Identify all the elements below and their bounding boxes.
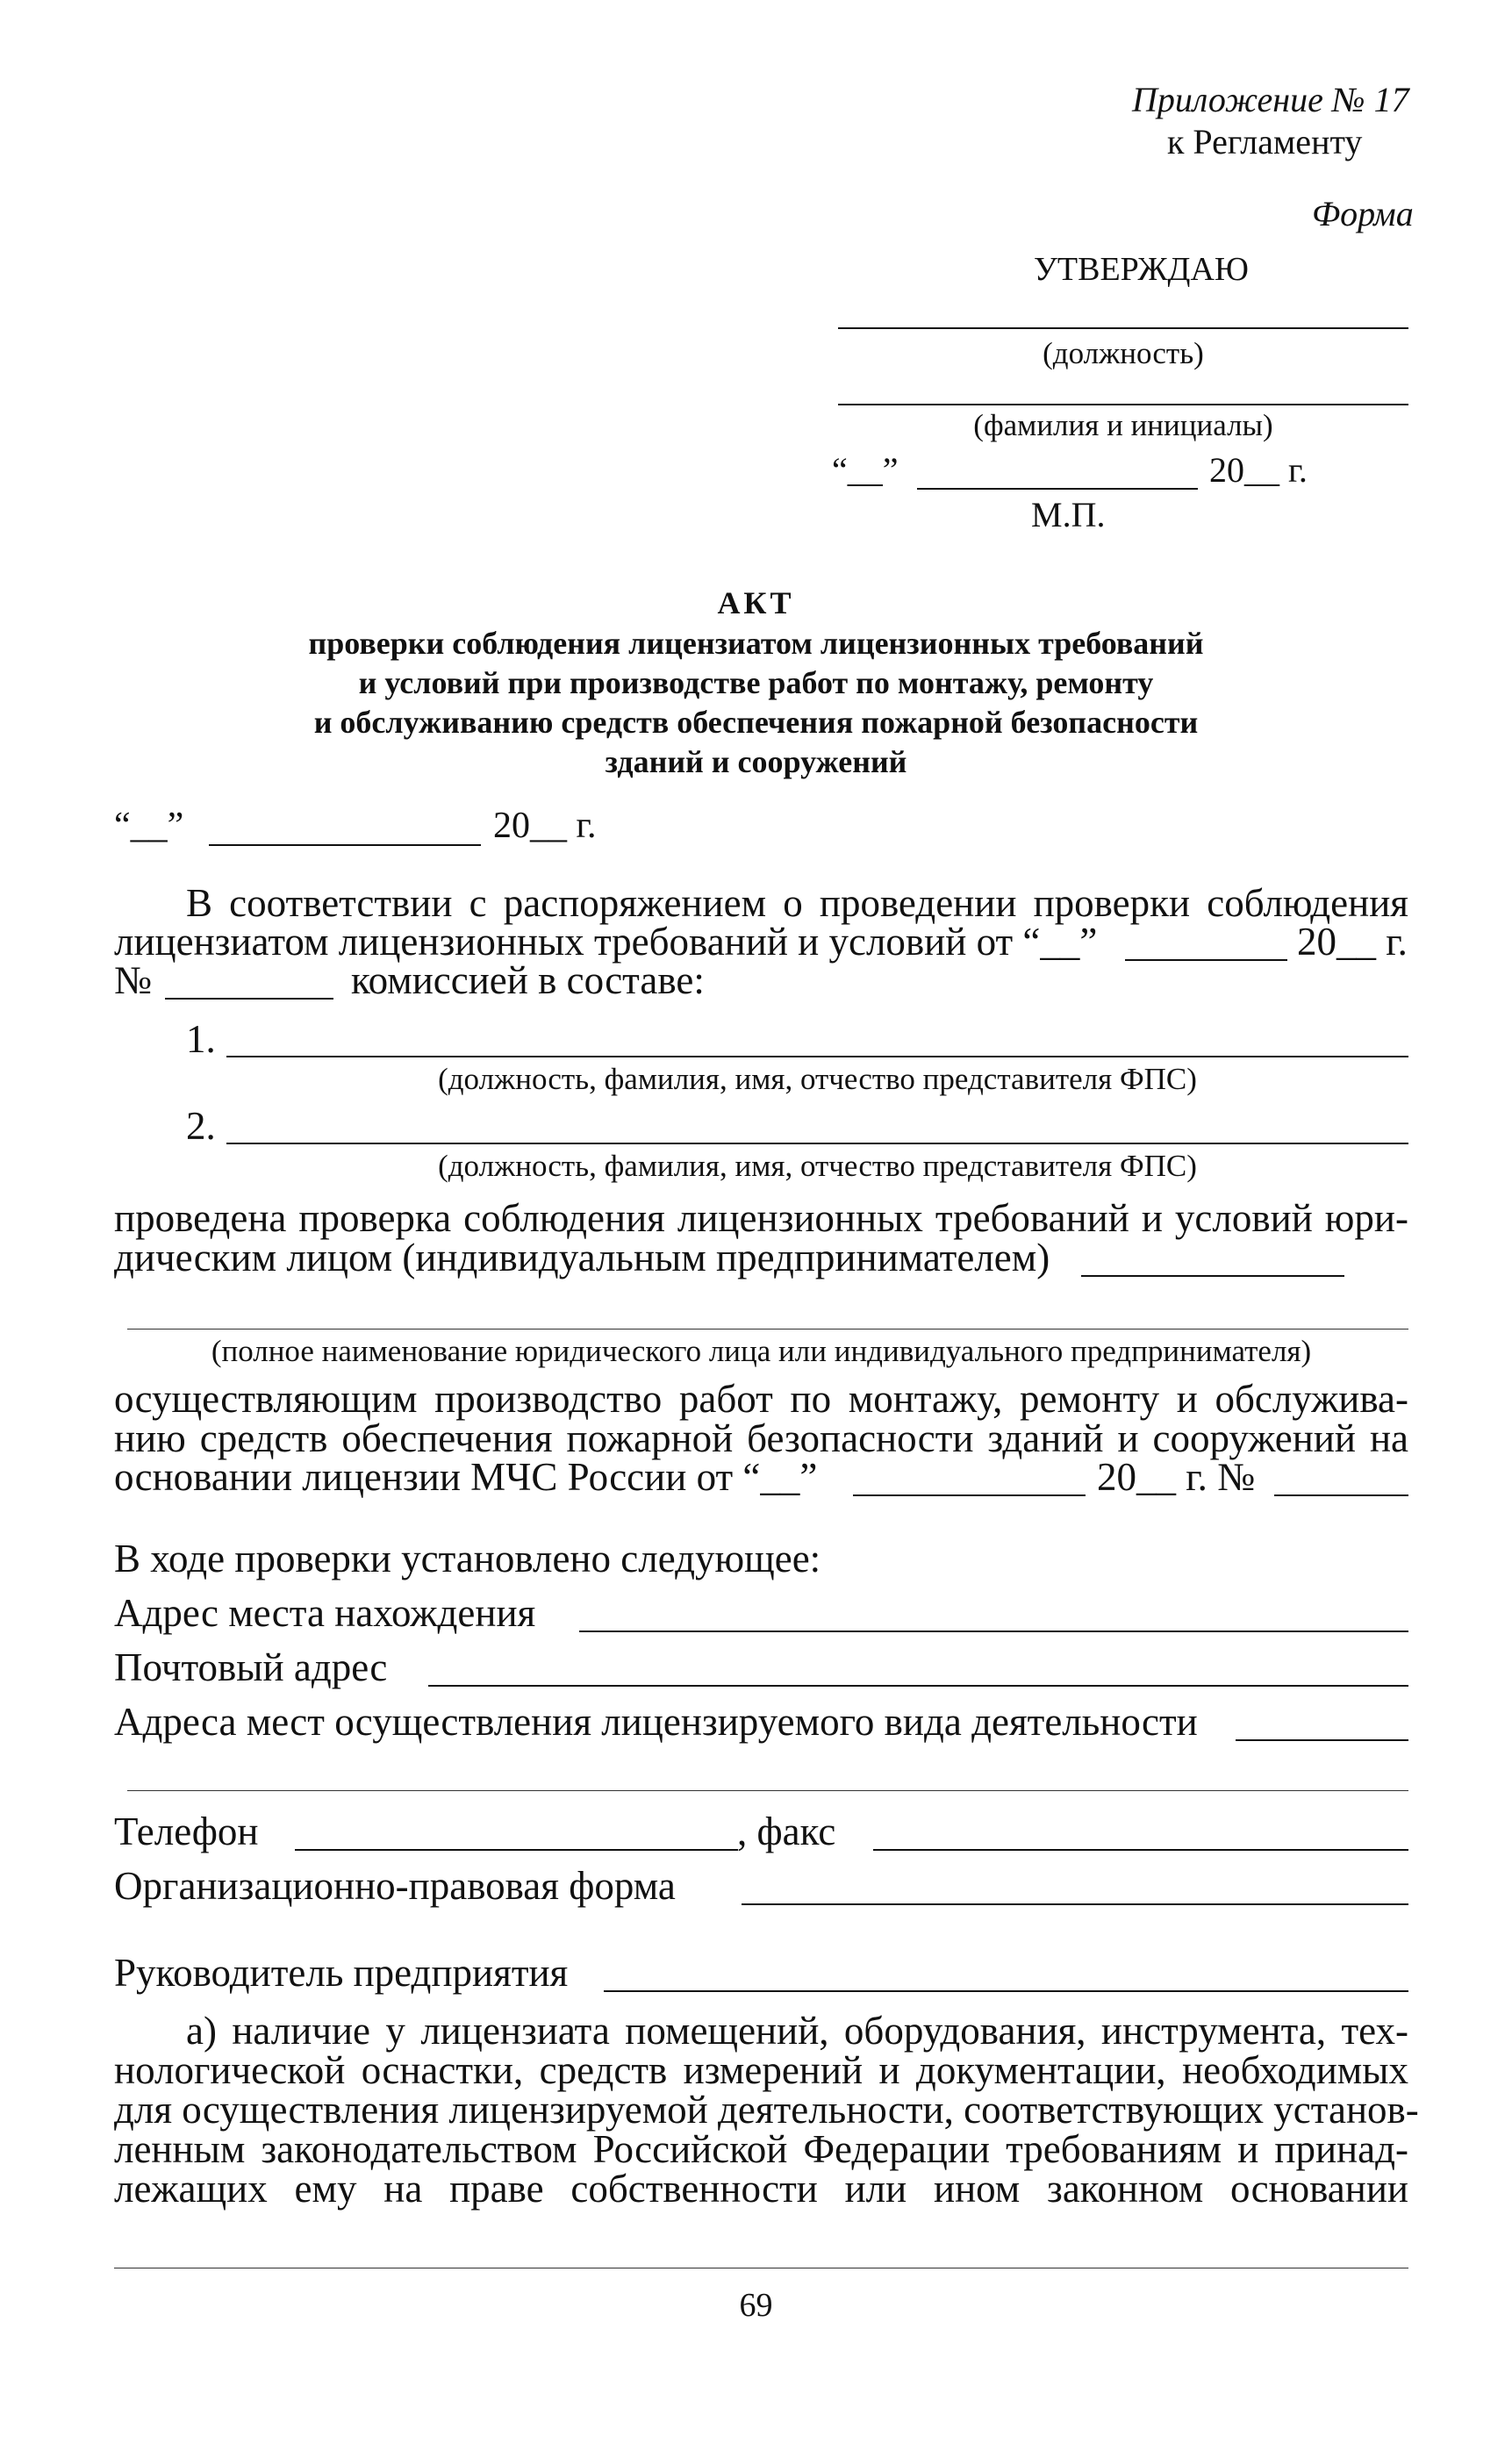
phone-label: Телефон: [114, 1810, 259, 1853]
entity-full-name-line: [127, 1329, 1408, 1330]
approver-position-caption: (должность): [1043, 336, 1204, 370]
act-date-month-line: [209, 844, 481, 846]
form-label: Форма: [1312, 194, 1414, 233]
act-subtitle-line: проверки соблюдения лицензиатом лицензионных требований: [308, 626, 1204, 661]
commission-member-line: [226, 1056, 1408, 1057]
commission-intro: комиссией в составе:: [351, 958, 705, 1002]
address-label: Адрес места нахождения: [114, 1591, 536, 1635]
act-date-year: 20__ г.: [493, 806, 597, 846]
item-a-line: для осуществления лицензируемой деятельности, соответствующих установ-: [114, 2088, 1419, 2132]
commission-member-caption: (должность, фамилия, имя, отчество представителя ФПС): [438, 1062, 1197, 1096]
page-number: 69: [739, 2287, 773, 2324]
license-date-year-number: 20__ г. №: [1097, 1455, 1256, 1499]
commission-member-line: [226, 1143, 1408, 1144]
act-subtitle-line: и условий при производстве работ по монтажу, ремонту: [358, 665, 1154, 700]
findings-heading: В ходе проверки установлено следующее:: [114, 1537, 821, 1580]
inspection-line-4: нию средств обеспечения пожарной безопасности зданий и сооружений на: [114, 1416, 1408, 1460]
item-a-line: нологической оснастки, средств измерений и документации, необходимых: [114, 2048, 1408, 2092]
appendix-label: Приложение № 17: [1132, 80, 1409, 119]
seal-label: М.П.: [1031, 495, 1106, 534]
intro-line-2: лицензиатом лицензионных требований и условий от “__”: [114, 920, 1098, 964]
activity-places-label: Адреса мест осуществления лицензируемого вида деятельности: [114, 1700, 1198, 1744]
entity-name-caption: (полное наименование юридического лица или индивидуального предпринимателя): [211, 1334, 1312, 1368]
fax-label: , факс: [737, 1810, 836, 1853]
phone-line: [295, 1849, 738, 1851]
director-label: Руководитель предприятия: [114, 1951, 569, 1995]
approve-title: УТВЕРЖДАЮ: [1034, 251, 1249, 288]
approver-name-caption: (фамилия и инициалы): [973, 408, 1273, 442]
director-line: [604, 1990, 1408, 1992]
item-a-line: а) наличие у лицензиата помещений, оборудования, инструмента, тех-: [186, 2009, 1408, 2053]
legal-form-line: [742, 1903, 1408, 1905]
inspection-line-3: осуществляющим производство работ по монтажу, ремонту и обслужива-: [114, 1377, 1408, 1421]
regulation-reference: к Регламенту: [1167, 122, 1363, 161]
intro-line-1: В соответствии с распоряжением о проведении проверки соблюдения: [186, 881, 1408, 925]
approve-date-month-line: [917, 488, 1198, 490]
address-line: [579, 1631, 1408, 1632]
entity-name-line: [1081, 1275, 1344, 1277]
approve-date-year: 20__ г.: [1209, 450, 1308, 490]
inspection-line-1: проведена проверка соблюдения лицензионных требований и условий юри-: [114, 1196, 1408, 1240]
postal-address-line: [428, 1685, 1408, 1687]
commission-member-number: 1.: [186, 1017, 216, 1061]
order-date-month-line: [1125, 959, 1287, 961]
act-subtitle-line: зданий и сооружений: [605, 744, 907, 779]
item-a-line: лежащих ему на праве собственности или ином законном основании: [114, 2167, 1408, 2211]
license-date-month-line: [853, 1494, 1086, 1496]
act-title: АКТ: [717, 585, 795, 620]
postal-address-label: Почтовый адрес: [114, 1645, 388, 1689]
item-a-line: ленным законодательством Российской Федерации требованиям и принад-: [114, 2127, 1408, 2171]
approver-position-line: [838, 327, 1408, 329]
order-number-label: №: [114, 958, 152, 1002]
act-subtitle-line: и обслуживанию средств обеспечения пожарной безопасности: [313, 705, 1199, 740]
inspection-line-5: основании лицензии МЧС России от “__”: [114, 1455, 818, 1499]
inspection-line-2: дическим лицом (индивидуальным предпринимателем): [114, 1236, 1050, 1279]
act-date-quote: “__”: [114, 806, 184, 846]
fax-line: [873, 1849, 1408, 1851]
order-date-year: 20__ г.: [1297, 920, 1408, 964]
legal-form-label: Организационно-правовая форма: [114, 1864, 676, 1908]
activity-places-line: [1236, 1739, 1408, 1741]
approve-date-quote: “__”: [832, 450, 899, 490]
approver-name-line: [838, 404, 1408, 405]
activity-places-continuation-line: [127, 1790, 1408, 1791]
commission-member-number: 2.: [186, 1104, 216, 1148]
order-number-line: [165, 998, 333, 1000]
commission-member-caption: (должность, фамилия, имя, отчество представителя ФПС): [438, 1149, 1197, 1183]
license-number-line: [1274, 1494, 1408, 1496]
